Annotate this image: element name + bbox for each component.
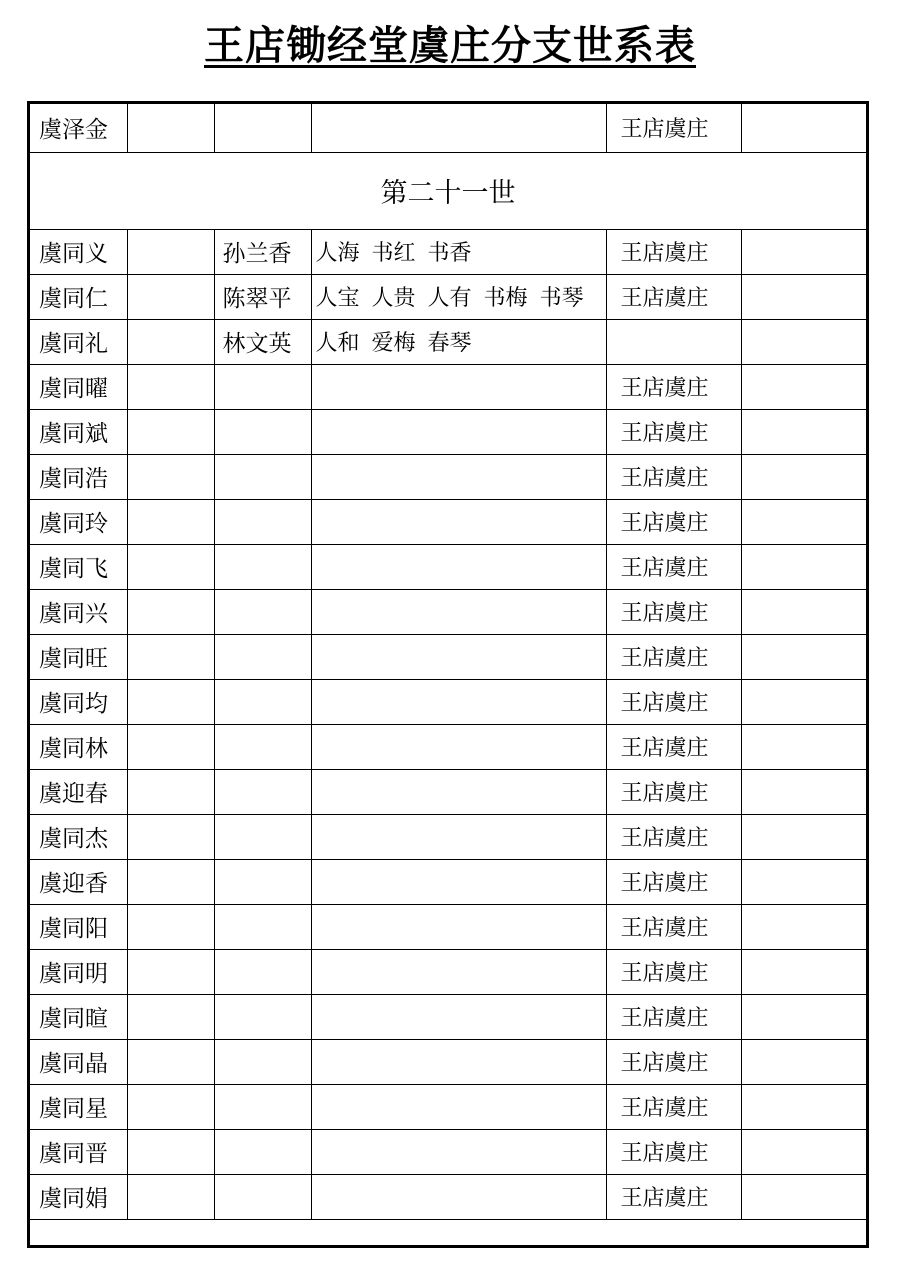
table-row bbox=[30, 319, 866, 364]
residence-place: 王店虞庄 bbox=[606, 229, 741, 274]
children-names bbox=[311, 274, 606, 319]
table-row bbox=[30, 814, 866, 859]
empty-cell bbox=[741, 1084, 866, 1129]
table-row bbox=[30, 274, 866, 319]
empty-cell bbox=[741, 814, 866, 859]
genealogy-table bbox=[30, 104, 866, 1220]
member-name: 虞同阳 bbox=[30, 904, 127, 949]
member-name: 虞迎香 bbox=[30, 859, 127, 904]
residence-place: 王店虞庄 bbox=[606, 634, 741, 679]
table-row bbox=[30, 724, 866, 769]
child-name: 书梅 bbox=[483, 286, 528, 311]
member-name: 虞同兴 bbox=[30, 589, 127, 634]
empty-cell bbox=[741, 769, 866, 814]
children-names bbox=[311, 1174, 606, 1219]
empty-cell bbox=[741, 364, 866, 409]
residence-place: 王店虞庄 bbox=[606, 274, 741, 319]
child-name: 春琴 bbox=[427, 331, 472, 356]
children-names bbox=[311, 994, 606, 1039]
table-row bbox=[30, 1084, 866, 1129]
spouse-name bbox=[214, 1084, 311, 1129]
residence-place: 王店虞庄 bbox=[606, 949, 741, 994]
table-row bbox=[30, 1174, 866, 1219]
spouse-name bbox=[214, 994, 311, 1039]
children-names bbox=[311, 1084, 606, 1129]
empty-cell bbox=[127, 634, 214, 679]
member-name: 虞同林 bbox=[30, 724, 127, 769]
empty-cell bbox=[741, 544, 866, 589]
spouse-name: 孙兰香 bbox=[214, 229, 311, 274]
children-names bbox=[311, 679, 606, 724]
table-row bbox=[30, 634, 866, 679]
table-row bbox=[30, 544, 866, 589]
spouse-name bbox=[214, 1039, 311, 1084]
children-names bbox=[311, 769, 606, 814]
member-name: 虞同义 bbox=[30, 229, 127, 274]
member-name: 虞同明 bbox=[30, 949, 127, 994]
empty-cell bbox=[741, 499, 866, 544]
member-name: 虞同飞 bbox=[30, 544, 127, 589]
member-name: 虞同娟 bbox=[30, 1174, 127, 1219]
spouse-name bbox=[214, 679, 311, 724]
children-names bbox=[311, 454, 606, 499]
spouse-name bbox=[214, 949, 311, 994]
spouse-name bbox=[214, 544, 311, 589]
children-names bbox=[311, 949, 606, 994]
spouse-name bbox=[214, 104, 311, 152]
children-names bbox=[311, 589, 606, 634]
empty-cell bbox=[127, 589, 214, 634]
member-name: 虞同浩 bbox=[30, 454, 127, 499]
member-name: 虞同均 bbox=[30, 679, 127, 724]
member-name: 虞迎春 bbox=[30, 769, 127, 814]
table-row bbox=[30, 104, 866, 152]
table-row bbox=[30, 229, 866, 274]
residence-place: 王店虞庄 bbox=[606, 1129, 741, 1174]
empty-cell bbox=[741, 1129, 866, 1174]
child-name: 书琴 bbox=[539, 286, 584, 311]
table-row bbox=[30, 769, 866, 814]
table-row bbox=[30, 409, 866, 454]
empty-cell bbox=[741, 589, 866, 634]
genealogy-table-body bbox=[30, 104, 866, 1219]
children-names bbox=[311, 1039, 606, 1084]
children-names bbox=[311, 1129, 606, 1174]
table-row bbox=[30, 994, 866, 1039]
empty-cell bbox=[127, 994, 214, 1039]
table-row bbox=[30, 499, 866, 544]
residence-place: 王店虞庄 bbox=[606, 1039, 741, 1084]
spouse-name bbox=[214, 454, 311, 499]
spouse-name: 林文英 bbox=[214, 319, 311, 364]
empty-cell bbox=[127, 104, 214, 152]
children-names bbox=[311, 544, 606, 589]
empty-cell bbox=[127, 949, 214, 994]
child-name: 书香 bbox=[427, 241, 472, 266]
empty-cell bbox=[127, 814, 214, 859]
empty-cell bbox=[741, 634, 866, 679]
empty-cell bbox=[127, 454, 214, 499]
residence-place: 王店虞庄 bbox=[606, 724, 741, 769]
empty-cell bbox=[741, 679, 866, 724]
member-name: 虞同晋 bbox=[30, 1129, 127, 1174]
member-name: 虞同旺 bbox=[30, 634, 127, 679]
empty-cell bbox=[741, 1174, 866, 1219]
table-row bbox=[30, 364, 866, 409]
residence-place: 王店虞庄 bbox=[606, 589, 741, 634]
residence-place: 王店虞庄 bbox=[606, 364, 741, 409]
residence-place: 王店虞庄 bbox=[606, 904, 741, 949]
residence-place: 王店虞庄 bbox=[606, 994, 741, 1039]
member-name: 虞同玲 bbox=[30, 499, 127, 544]
residence-place: 王店虞庄 bbox=[606, 1084, 741, 1129]
member-name: 虞同星 bbox=[30, 1084, 127, 1129]
spouse-name bbox=[214, 769, 311, 814]
member-name: 虞同曜 bbox=[30, 364, 127, 409]
member-name: 虞同暄 bbox=[30, 994, 127, 1039]
empty-cell bbox=[741, 274, 866, 319]
child-name: 人海 bbox=[315, 241, 360, 266]
spouse-name bbox=[214, 364, 311, 409]
spouse-name bbox=[214, 634, 311, 679]
child-name: 人贵 bbox=[371, 286, 416, 311]
empty-cell bbox=[741, 994, 866, 1039]
page-title bbox=[0, 14, 900, 71]
empty-cell bbox=[127, 904, 214, 949]
children-names bbox=[311, 904, 606, 949]
empty-cell bbox=[127, 1039, 214, 1084]
spouse-name bbox=[214, 409, 311, 454]
children-names bbox=[311, 409, 606, 454]
residence-place: 王店虞庄 bbox=[606, 499, 741, 544]
table-row bbox=[30, 859, 866, 904]
child-name: 书红 bbox=[371, 241, 416, 266]
table-row bbox=[30, 904, 866, 949]
residence-place: 王店虞庄 bbox=[606, 859, 741, 904]
spouse-name bbox=[214, 814, 311, 859]
residence-place bbox=[606, 319, 741, 364]
empty-cell bbox=[127, 724, 214, 769]
empty-cell bbox=[127, 679, 214, 724]
empty-cell bbox=[127, 859, 214, 904]
page-title-text: 王店锄经堂虞庄分支世系表 bbox=[204, 23, 696, 69]
residence-place: 王店虞庄 bbox=[606, 544, 741, 589]
table-row bbox=[30, 454, 866, 499]
spouse-name: 陈翠平 bbox=[214, 274, 311, 319]
child-name: 人有 bbox=[427, 286, 472, 311]
empty-cell bbox=[127, 1084, 214, 1129]
empty-cell bbox=[127, 364, 214, 409]
children-names bbox=[311, 859, 606, 904]
spouse-name bbox=[214, 904, 311, 949]
empty-cell bbox=[741, 319, 866, 364]
table-row bbox=[30, 949, 866, 994]
empty-cell bbox=[127, 319, 214, 364]
empty-cell bbox=[127, 1174, 214, 1219]
table-row bbox=[30, 1129, 866, 1174]
empty-cell bbox=[741, 454, 866, 499]
empty-cell bbox=[741, 409, 866, 454]
member-name: 虞同礼 bbox=[30, 319, 127, 364]
spouse-name bbox=[214, 1174, 311, 1219]
member-name: 虞同斌 bbox=[30, 409, 127, 454]
generation-label: 第二十一世 bbox=[30, 152, 866, 229]
empty-cell bbox=[741, 724, 866, 769]
child-name: 人宝 bbox=[315, 286, 360, 311]
child-name: 人和 bbox=[315, 331, 360, 356]
genealogy-table-frame bbox=[27, 101, 869, 1248]
member-name: 虞同晶 bbox=[30, 1039, 127, 1084]
children-names bbox=[311, 724, 606, 769]
empty-cell bbox=[741, 1039, 866, 1084]
children-names bbox=[311, 229, 606, 274]
child-name: 爱梅 bbox=[371, 331, 416, 356]
generation-row bbox=[30, 152, 866, 229]
spouse-name bbox=[214, 1129, 311, 1174]
empty-cell bbox=[127, 769, 214, 814]
spouse-name bbox=[214, 724, 311, 769]
table-row bbox=[30, 679, 866, 724]
children-names bbox=[311, 634, 606, 679]
spouse-name bbox=[214, 589, 311, 634]
empty-cell bbox=[741, 904, 866, 949]
residence-place: 王店虞庄 bbox=[606, 1174, 741, 1219]
spouse-name bbox=[214, 499, 311, 544]
table-row bbox=[30, 589, 866, 634]
member-name: 虞同杰 bbox=[30, 814, 127, 859]
empty-cell bbox=[127, 409, 214, 454]
empty-cell bbox=[127, 1129, 214, 1174]
children-names bbox=[311, 499, 606, 544]
residence-place: 王店虞庄 bbox=[606, 104, 741, 152]
residence-place: 王店虞庄 bbox=[606, 769, 741, 814]
member-name: 虞同仁 bbox=[30, 274, 127, 319]
children-names bbox=[311, 319, 606, 364]
residence-place: 王店虞庄 bbox=[606, 409, 741, 454]
residence-place: 王店虞庄 bbox=[606, 454, 741, 499]
residence-place: 王店虞庄 bbox=[606, 679, 741, 724]
empty-cell bbox=[127, 499, 214, 544]
spouse-name bbox=[214, 859, 311, 904]
empty-cell bbox=[741, 229, 866, 274]
table-row bbox=[30, 1039, 866, 1084]
empty-cell bbox=[741, 859, 866, 904]
empty-cell bbox=[741, 949, 866, 994]
member-name: 虞泽金 bbox=[30, 104, 127, 152]
empty-cell bbox=[127, 229, 214, 274]
empty-cell bbox=[127, 274, 214, 319]
empty-cell bbox=[127, 544, 214, 589]
empty-cell bbox=[741, 104, 866, 152]
residence-place: 王店虞庄 bbox=[606, 814, 741, 859]
children-names bbox=[311, 814, 606, 859]
children-names bbox=[311, 364, 606, 409]
children-names bbox=[311, 104, 606, 152]
